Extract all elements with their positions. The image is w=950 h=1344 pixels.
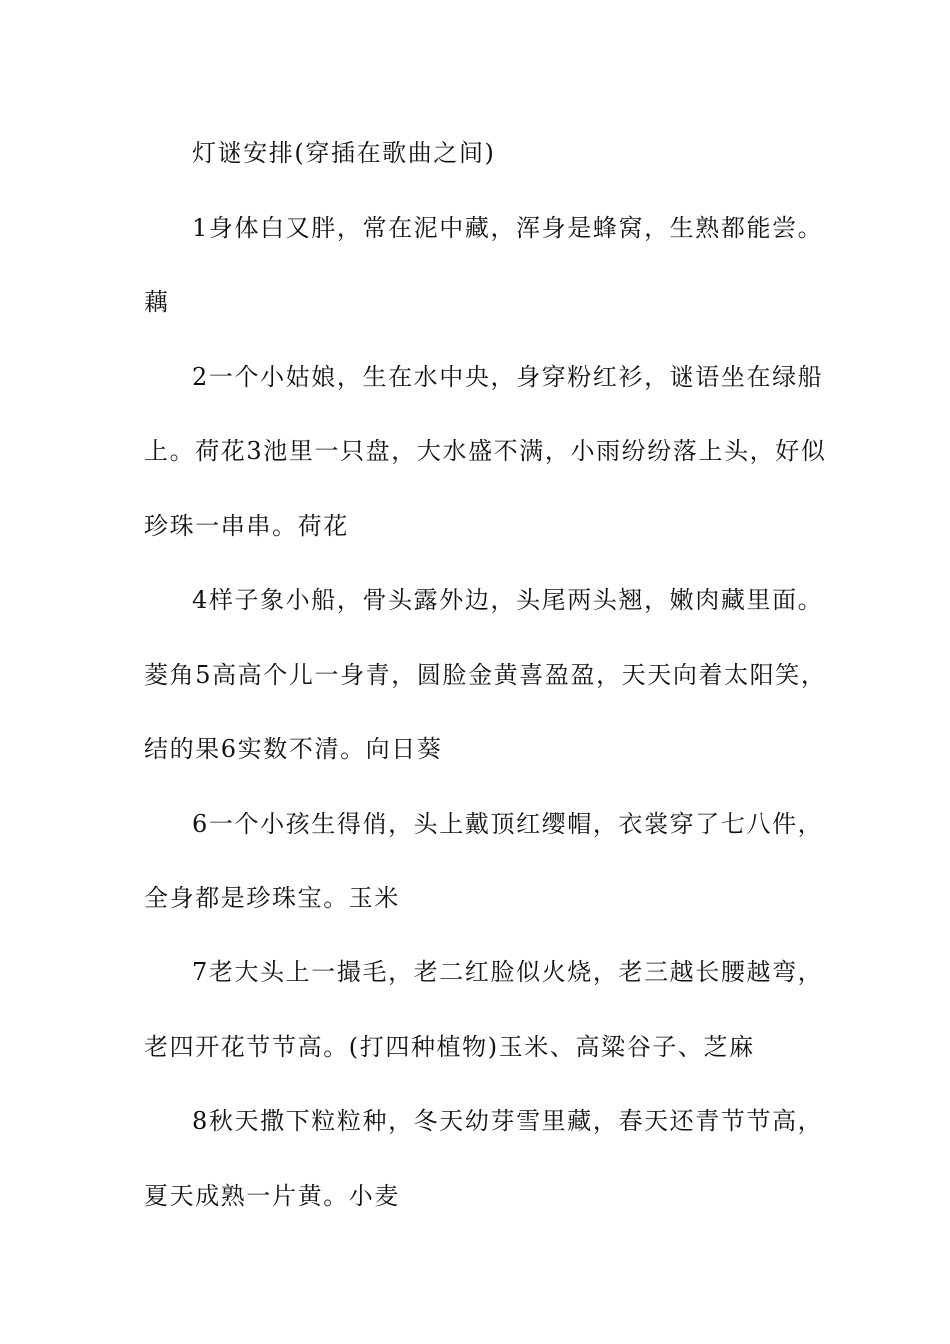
riddle-1-answer: 藕: [144, 288, 170, 316]
riddle-6-line-1: 6一个小孩生得俏，头上戴顶红缨帽，衣裳穿了七八件，: [192, 810, 824, 838]
riddle-4-line-2: 菱角5高高个儿一身青，圆脸金黄喜盈盈，天天向着太阳笑，: [144, 661, 827, 689]
riddle-6-line-2: 全身都是珍珠宝。玉米: [144, 884, 400, 912]
riddle-2-line-1: 2一个小姑娘，生在水中央，身穿粉红衫，谜语坐在绿船: [192, 363, 824, 391]
section-title: 灯谜安排(穿插在歌曲之间): [192, 139, 496, 167]
riddle-5-line-2: 结的果6实数不清。向日葵: [144, 735, 443, 763]
riddle-2-line-2: 上。荷花3池里一只盘，大水盛不满，小雨纷纷落上头，好似: [144, 437, 827, 465]
riddle-1-line-1: 1身体白又胖，常在泥中藏，浑身是蜂窝，生熟都能尝。: [192, 214, 824, 242]
riddle-7-line-2: 老四开花节节高。(打四种植物)玉米、高粱谷子、芝麻: [144, 1033, 755, 1061]
riddle-8-line-2: 夏天成熟一片黄。小麦: [144, 1182, 400, 1210]
riddle-8-line-1: 8秋天撒下粒粒种，冬天幼芽雪里藏，春天还青节节高，: [192, 1107, 824, 1135]
riddle-4-line-1: 4样子象小船，骨头露外边，头尾两头翘，嫩肉藏里面。: [192, 586, 824, 614]
riddle-7-line-1: 7老大头上一撮毛，老二红脸似火烧，老三越长腰越弯，: [192, 958, 824, 986]
riddle-3-line-2: 珍珠一串串。荷花: [144, 512, 349, 540]
